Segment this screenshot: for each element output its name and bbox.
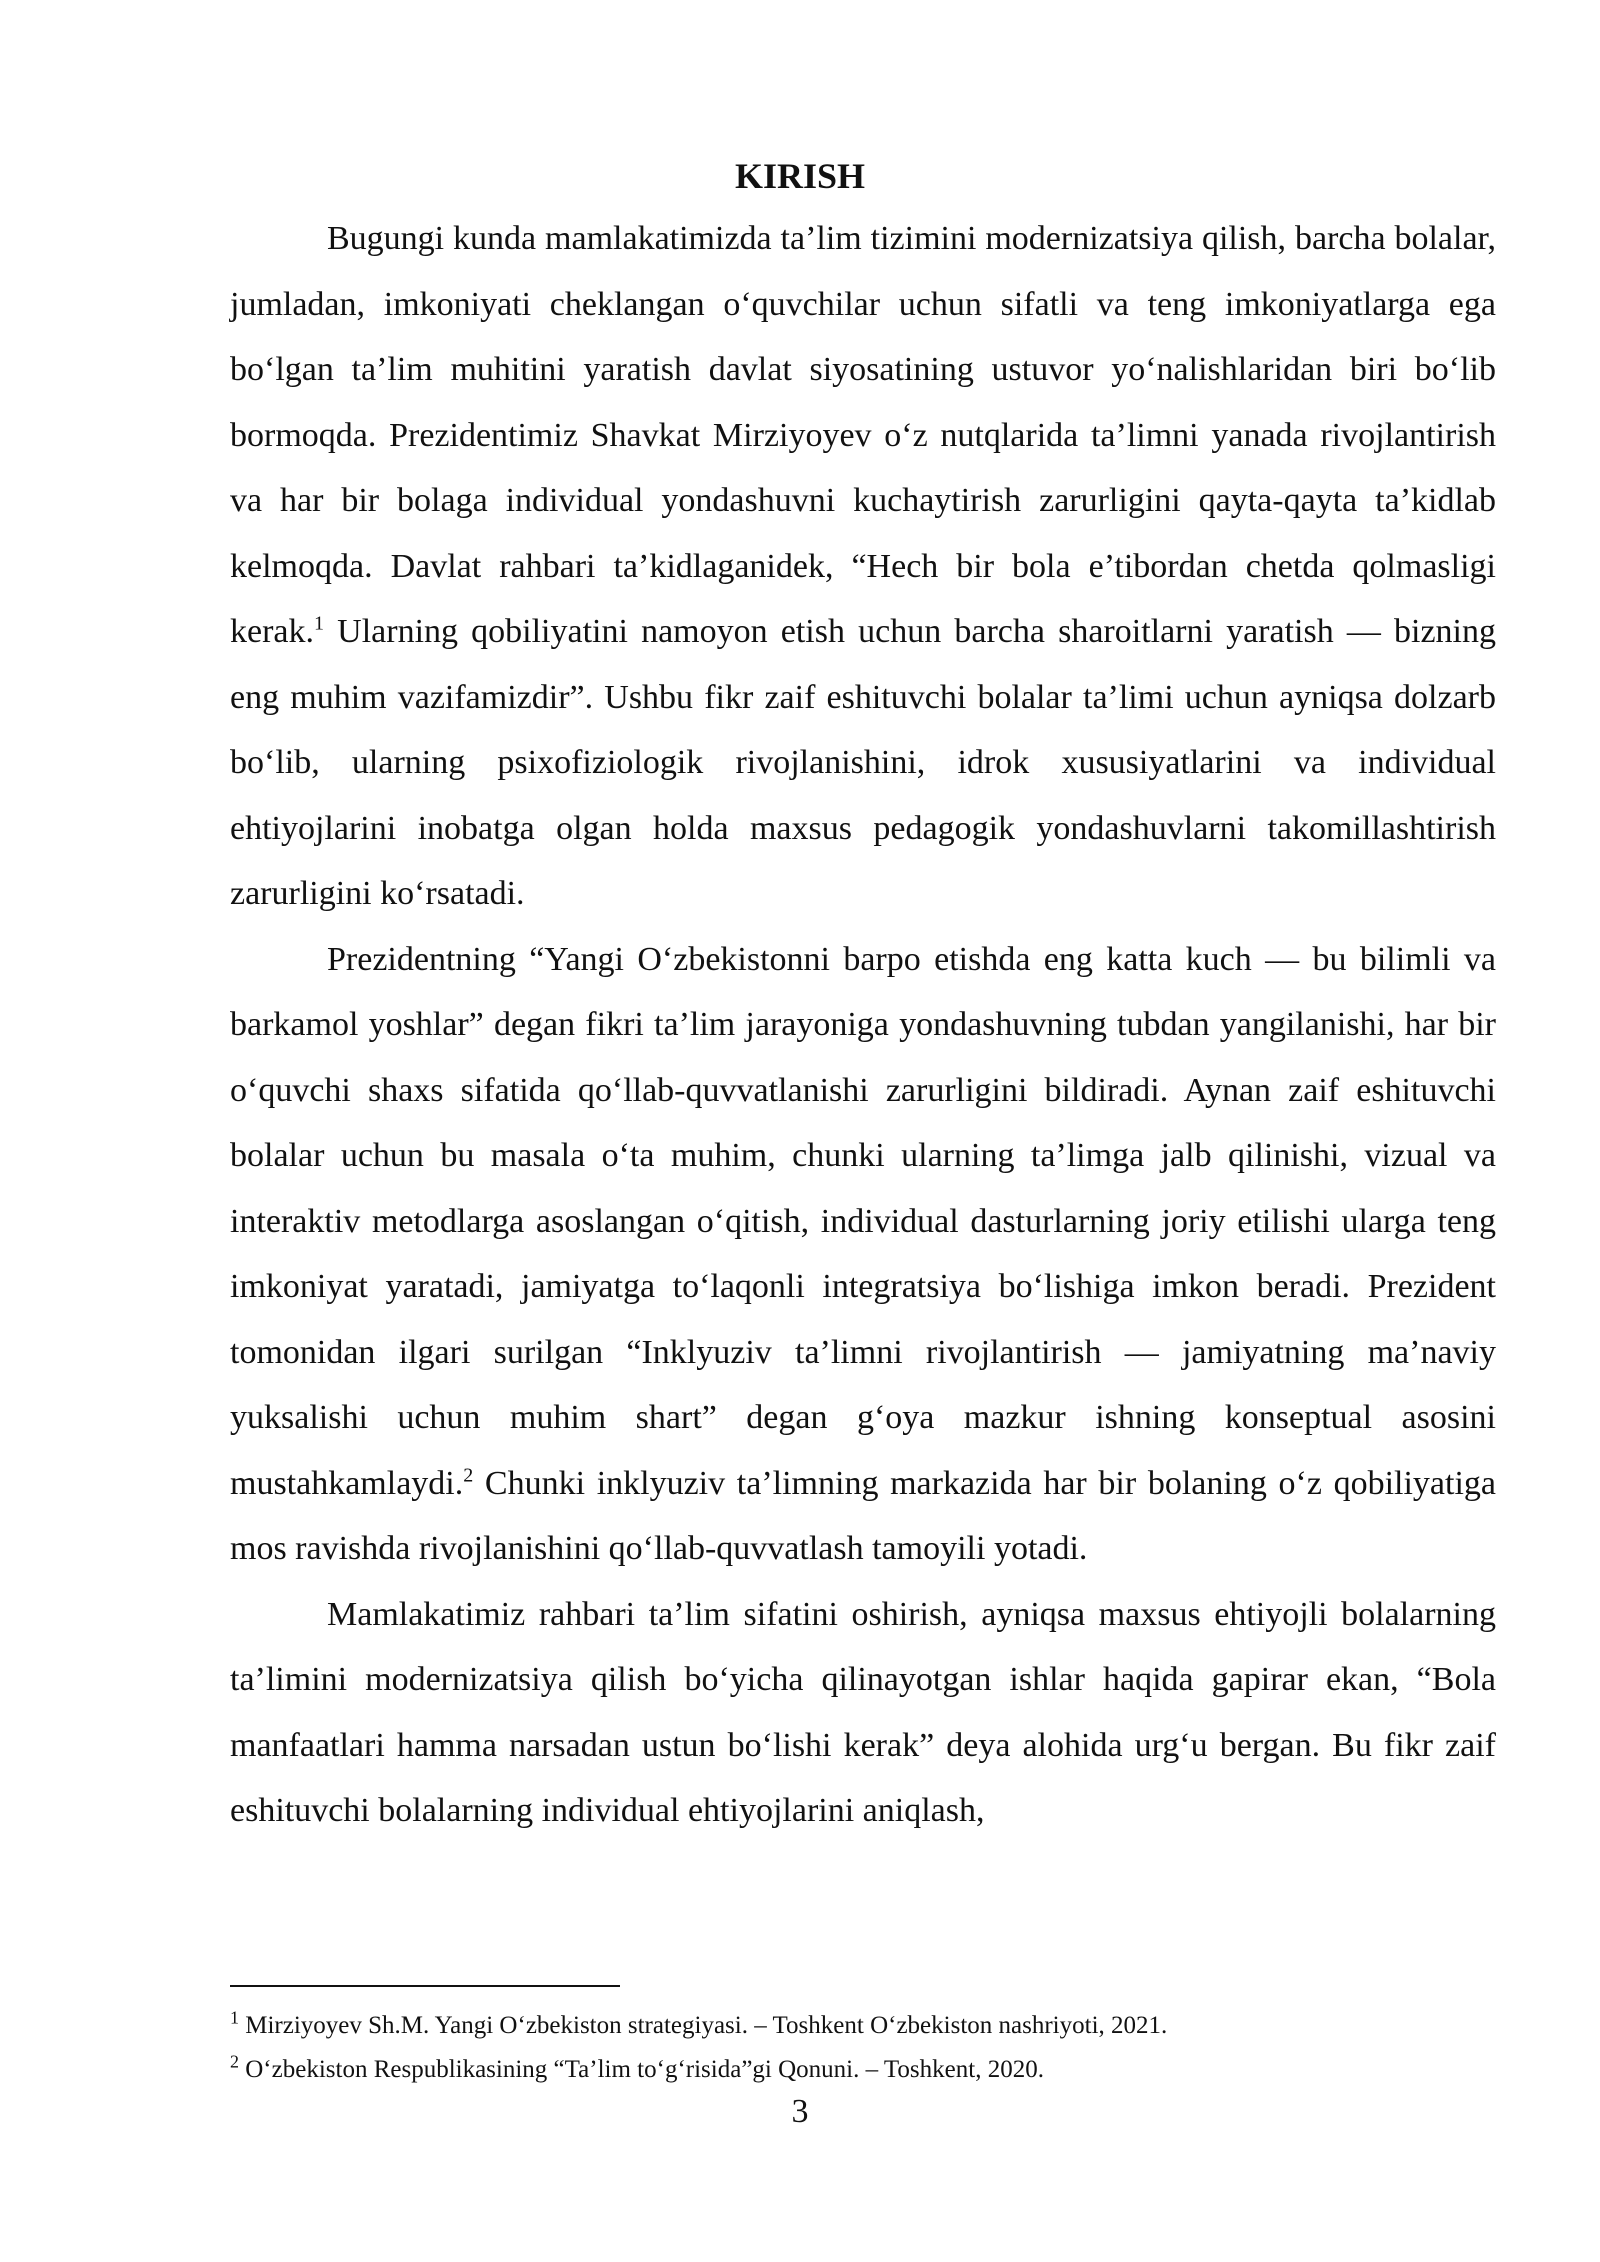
paragraph-3: Mamlakatimiz rahbari ta’lim sifatini oshirish, ayniqsa maxsus ehtiyojli bolalarning ta’limini modernizatsiya qilish bo‘yicha qilinayotgan ishlar haqida gapirar ekan, “Bola manfaatlari hamma narsadan ustun bo‘lishi kerak” deya alohida urg‘u bergan. Bu fikr zaif eshituvchi bolalarning individual ehtiyojlarini aniqlash, bbox=[230, 1595, 1496, 1829]
footnote-separator bbox=[230, 1985, 620, 1987]
paragraph-2-text: Prezidentning “Yangi O‘zbekistonni barpo etishda eng katta kuch — bu bilimli va barkamol yoshlar” degan fikri ta’lim jarayoniga yondashuvning tubdan yangilanishi, har bir o‘quvchi shaxs sifatida qo‘llab-quvvatlanishi zarurligini bildiradi. Aynan zaif eshituvchi bolalar uchun bu masala o‘ta muhim, chunki ularning ta’limga jalb qilinishi, vizual va interaktiv metodlarga asoslangan o‘qitish, individual dasturlarning joriy etilishi ularga teng imkoniyat yaratadi, jamiyatga to‘laqonli integratsiya bo‘lishiga imkon beradi. Prezident tomonidan ilgari surilgan “Inklyuziv ta’limni rivojlantirish — jamiyatning ma’naviy yuksalishi uchun muhim shart” degan g‘oya mazkur ishning konseptual asosini mustahkamlaydi. bbox=[230, 940, 1496, 1502]
footnote-mark-1: 1 bbox=[230, 2007, 239, 2028]
paragraph-1-text: Bugungi kunda mamlakatimizda ta’lim tizimini modernizatsiya qilish, barcha bolalar, jumladan, imkoniyati cheklangan o‘quvchilar uchun sifatli va teng imkoniyatlarga ega bo‘lgan ta’lim muhitini yaratish davlat siyosatining ustuvor yo‘nalishlaridan biri bo‘lib bormoqda. Prezidentimiz Shavkat Mirziyoyev o‘z nutqlarida ta’limni yanada rivojlantirish va har bir bolaga individual yondashuvni kuchaytirish zarurligini qayta-qayta ta’kidlab kelmoqda. Davlat rahbari ta’kidlaganidek, “Hech bir bola e’tibordan chetda qolmasligi kerak. bbox=[230, 220, 1496, 650]
footnote-ref-1: 1 bbox=[314, 612, 325, 635]
paragraph-1-continued: Ularning qobiliyatini namoyon etish uchun barcha sharoitlarni yaratish — bizning eng muhim vazifamizdir”. Ushbu fikr zaif eshituvchi bolalar ta’limi uchun ayniqsa dolzarb bo‘lib, ularning psixofiziologik rivojlanishini, idrok xususiyatlarini va individual ehtiyojlarini inobatga olgan holda maxsus pedagogik yondashuvlarni takomillashtirish zarurligini ko‘rsatadi. bbox=[230, 613, 1496, 912]
footnote-2-text: O‘zbekiston Respublikasining “Ta’lim to‘g‘risida”gi Qonuni. – Toshkent, 2020. bbox=[239, 2056, 1044, 2083]
paragraph-2 bbox=[230, 927, 1496, 1582]
paragraph-2-continued: Chunki inklyuziv ta’limning markazida har bir bolaning o‘z qobiliyatiga mos ravishda rivojlanishini qo‘llab-quvvatlash tamoyili yotadi. bbox=[230, 1464, 1496, 1567]
section-heading: KIRISH bbox=[734, 156, 866, 196]
paragraph-1 bbox=[230, 206, 1496, 927]
body-text bbox=[230, 206, 1496, 1844]
page-number: 3 bbox=[791, 2093, 809, 2130]
footnote-1-text: Mirziyoyev Sh.M. Yangi O‘zbekiston strategiyasi. – Toshkent O‘zbekiston nashriyoti, 2021. bbox=[239, 2012, 1168, 2039]
footnote-ref-2: 2 bbox=[463, 1464, 474, 1487]
footnote-mark-2: 2 bbox=[230, 2051, 239, 2072]
footnotes bbox=[230, 2004, 1496, 2092]
footnote-2 bbox=[230, 2048, 1496, 2092]
footnote-1 bbox=[230, 2004, 1496, 2048]
